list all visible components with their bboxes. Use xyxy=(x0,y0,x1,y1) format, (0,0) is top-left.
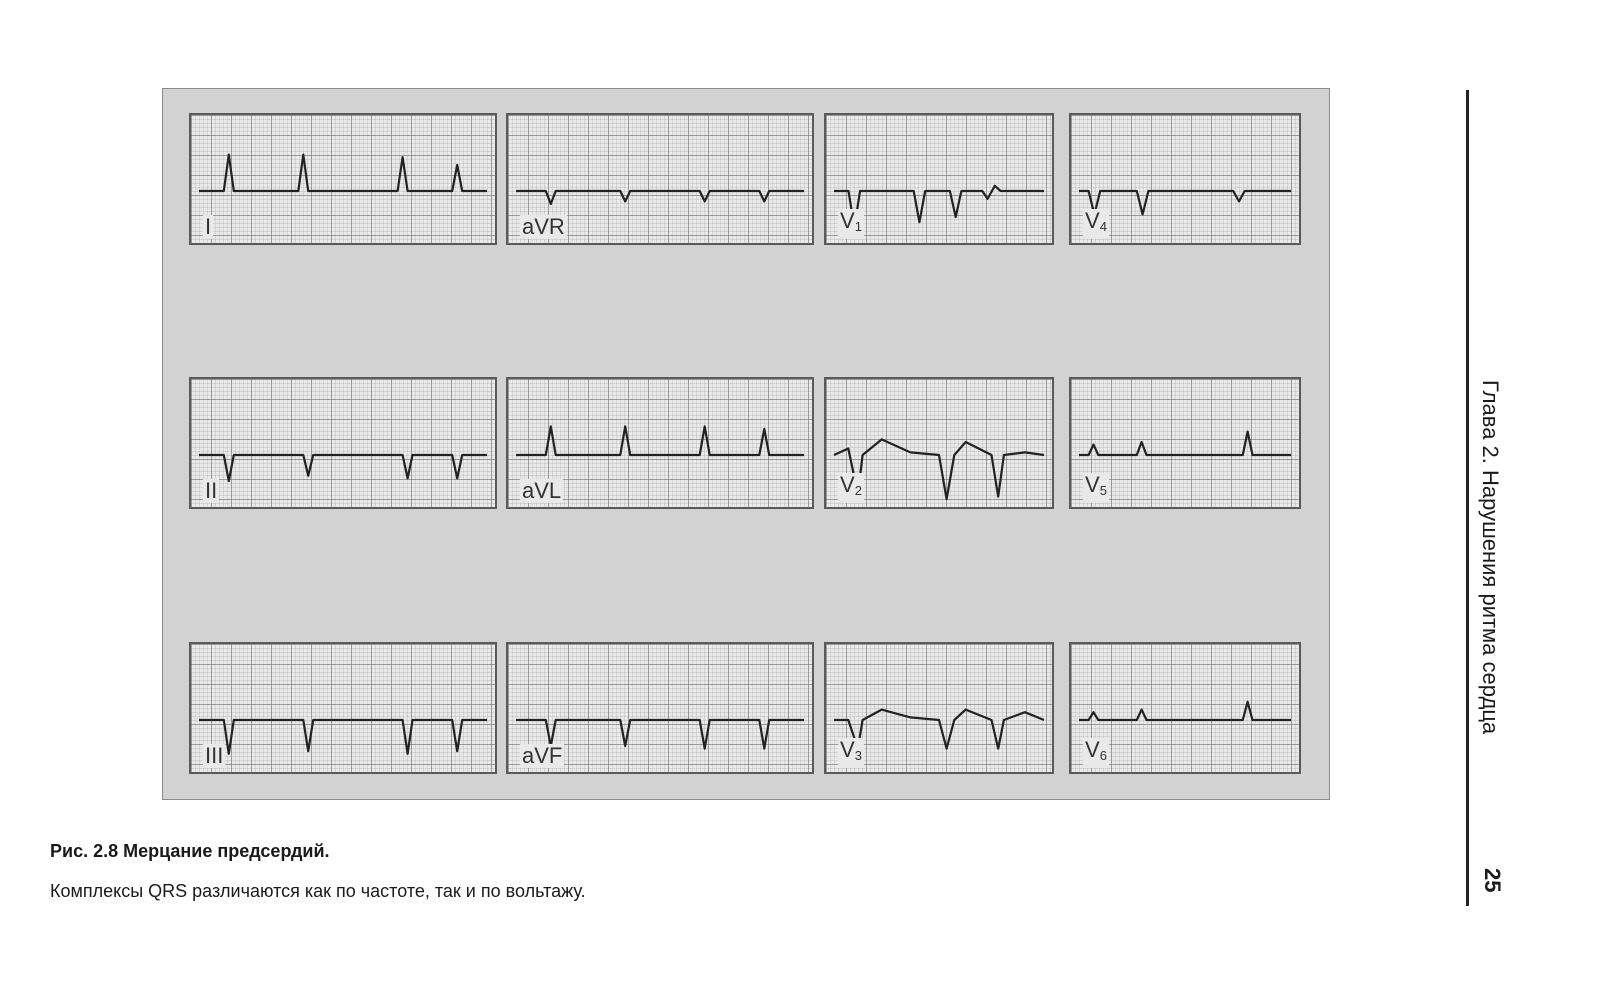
lead-label-name: V xyxy=(1085,208,1100,233)
figure-caption-text: Комплексы QRS различаются как по частоте, так и по вольтажу. xyxy=(50,881,586,901)
ecg-lead-ii xyxy=(189,377,497,509)
lead-label-name: V xyxy=(840,472,855,497)
ecg-trace xyxy=(1079,432,1291,455)
ecg-trace xyxy=(516,426,804,455)
page-number: 25 xyxy=(1480,868,1505,893)
ecg-trace xyxy=(199,455,487,481)
ecg-trace xyxy=(834,439,1044,499)
lead-label xyxy=(1083,209,1109,239)
lead-label-subscript: 1 xyxy=(854,219,862,234)
ecg-lead-avr xyxy=(506,113,814,245)
lead-label xyxy=(1083,738,1109,768)
lead-label xyxy=(520,744,564,768)
lead-label xyxy=(203,479,219,503)
lead-label-name: III xyxy=(205,743,224,768)
ecg-lead-iii xyxy=(189,642,497,774)
lead-label xyxy=(520,215,567,239)
ecg-trace xyxy=(1079,191,1291,214)
ecg-trace-svg xyxy=(191,644,495,772)
ecg-trace xyxy=(516,191,804,204)
ecg-trace xyxy=(834,186,1044,228)
lead-label-subscript: 4 xyxy=(1099,219,1107,234)
lead-label-name: II xyxy=(205,478,218,503)
lead-label xyxy=(838,738,864,768)
lead-label xyxy=(203,215,213,239)
lead-label-name: aVR xyxy=(522,214,565,239)
lead-label-subscript: 2 xyxy=(854,483,862,498)
lead-label xyxy=(838,209,864,239)
ecg-figure-panel xyxy=(162,88,1330,800)
ecg-lead-avl xyxy=(506,377,814,509)
lead-label-name: V xyxy=(840,737,855,762)
lead-label-subscript: 6 xyxy=(1099,748,1107,763)
ecg-trace-svg xyxy=(191,379,495,507)
ecg-lead-v4 xyxy=(1069,113,1301,245)
lead-label-subscript: 5 xyxy=(1099,483,1107,498)
ecg-lead-v1 xyxy=(824,113,1054,245)
ecg-trace xyxy=(199,155,487,191)
lead-label-name: V xyxy=(1085,737,1100,762)
ecg-lead-v3 xyxy=(824,642,1054,774)
lead-label xyxy=(203,744,225,768)
lead-label-name: aVL xyxy=(522,478,562,503)
ecg-trace xyxy=(834,710,1044,749)
lead-label-name: I xyxy=(205,214,212,239)
ecg-lead-v5 xyxy=(1069,377,1301,509)
lead-label xyxy=(838,473,864,503)
ecg-lead-i xyxy=(189,113,497,245)
ecg-trace xyxy=(1079,702,1291,720)
ecg-trace xyxy=(199,720,487,754)
running-head: Глава 2. Нарушения ритма сердца xyxy=(1478,380,1503,735)
ecg-lead-avf xyxy=(506,642,814,774)
ecg-lead-v2 xyxy=(824,377,1054,509)
figure-caption-title: Рис. 2.8 Мерцание предсердий. xyxy=(50,841,330,861)
lead-label-subscript: 3 xyxy=(854,748,862,763)
chapter-divider-rule xyxy=(1466,90,1469,906)
ecg-trace-svg xyxy=(191,115,495,243)
lead-label xyxy=(1083,473,1109,503)
lead-label-name: aVF xyxy=(522,743,563,768)
ecg-lead-v6 xyxy=(1069,642,1301,774)
lead-label-name: V xyxy=(840,208,855,233)
lead-label xyxy=(520,479,563,503)
lead-label-name: V xyxy=(1085,472,1100,497)
